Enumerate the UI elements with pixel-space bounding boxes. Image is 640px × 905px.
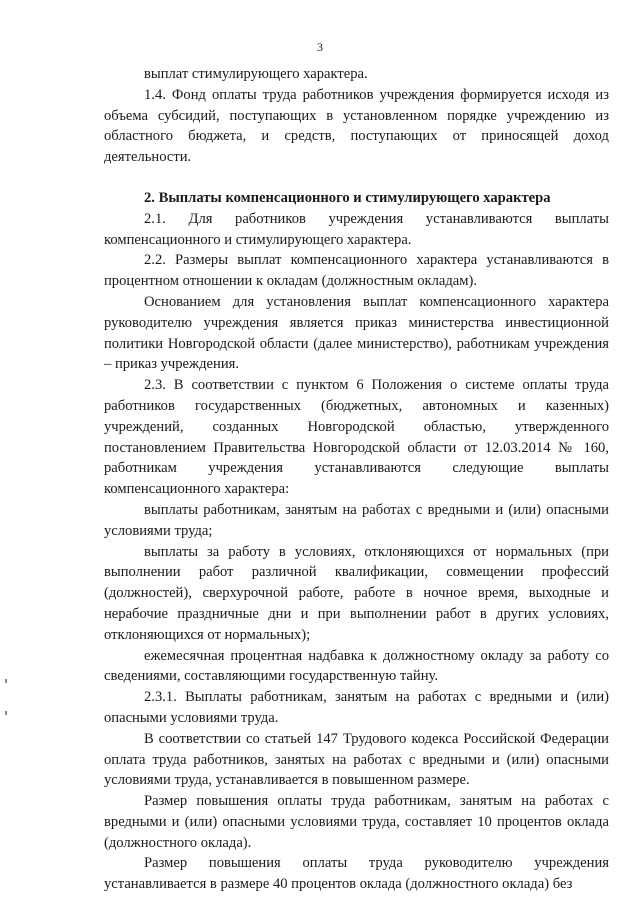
paragraph: 2.3. В соответствии с пунктом 6 Положения о системе оплаты труда работников государственных (бюджетных, автономных и казенных) учреждений, созданных Новгородской областью, утвержденного постановлением Правительства Новгородской области от 12.03.2014 № 160, работникам учреждения устанавливаются следующие выплаты компенсационного характера: xyxy=(104,377,609,498)
page-number: 3 xyxy=(317,40,323,54)
document-body xyxy=(104,64,609,895)
section-heading: 2. Выплаты компенсационного и стимулирующего характера xyxy=(144,189,551,206)
paragraph: В соответствии со статьей 147 Трудового кодекса Российской Федерации оплата труда работников, занятых на работах с вредными и (или) опасными условиями труда, устанавливается в повышенном размере. xyxy=(104,730,609,789)
paragraph: выплаты работникам, занятым на работах с вредными и (или) опасными условиями труда; xyxy=(104,501,609,539)
paragraph: 1.4. Фонд оплаты труда работников учреждения формируется исходя из объема субсидий, поступающих в установленном порядке учреждению из областного бюджета, и средств, поступающих от приносящей доход деятельности. xyxy=(104,86,609,166)
paragraph: ежемесячная процентная надбавка к должностному окладу за работу со сведениями, составляющими государственную тайну. xyxy=(104,647,609,685)
paragraph: 2.3.1. Выплаты работникам, занятым на работах с вредными и (или) опасными условиями труда. xyxy=(104,689,609,726)
scan-edge-mark xyxy=(5,679,7,683)
paragraph: 2.2. Размеры выплат компенсационного характера устанавливаются в процентном отношении к окладам (должностным окладам). xyxy=(104,252,609,290)
paragraph: выплат стимулирующего характера. xyxy=(144,66,368,82)
scan-edge-mark xyxy=(5,711,7,715)
paragraph: Размер повышения оплаты труда работникам, занятым на работах с вредными и (или) опасными условиями труда, составляет 10 процентов оклада (должностного оклада). xyxy=(104,793,609,851)
paragraph: Размер повышения оплаты труда руководителю учреждения устанавливается в размере 40 процентов оклада (должностного оклада) без xyxy=(104,855,609,893)
paragraph: 2.1. Для работников учреждения устанавливаются выплаты компенсационного и стимулирующего характера. xyxy=(104,210,609,248)
paragraph: Основанием для установления выплат компенсационного характера руководителю учреждения является приказ министерства инвестиционной политики Новгородской области (далее министерство), работникам учреждения – приказ учреждения. xyxy=(104,293,609,373)
paragraph: выплаты за работу в условиях, отклоняющихся от нормальных (при выполнении работ различной квалификации, совмещении профессий (должностей), сверхурочной работе, работе в ночное время, выходные и нерабочие праздничные дни и при выполнении работ в других условиях, отклоняющихся от нормальных); xyxy=(104,543,609,643)
